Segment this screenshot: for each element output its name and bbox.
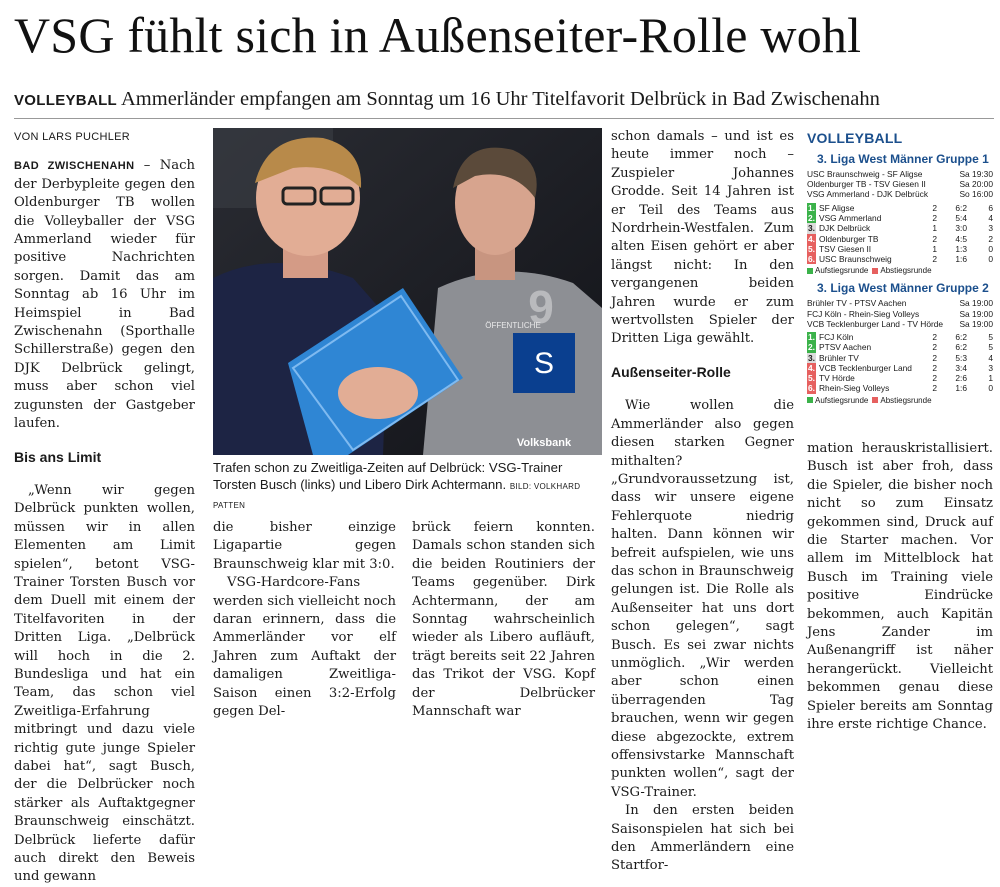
paragraph-col4: Wie wollen die Ammerländer also gegen diesen starken Gegner mithalten? „Grundvoraussetzung ist, dass wir unsere eigene Fehlerquote niedrig halten. Dann können wir befreit aufspielen, wie uns das schon in Braunschweig gelungen ist. Die Rolle als Außenseiter hat uns dort schon gelegen“, sagt Busch. Es sei zwar nichts unmöglich. „Wir werden aber schon einen überragenden Tag brauchen, wenn wir gegen diese abgezockte, extrem offensivstarke Mannschaft punkten wollen“, sagt der VSG-Trainer. <box>611 398 794 800</box>
caption-text: Trafen schon zu Zweitliga-Zeiten auf Delbrück: VSG-Trainer Torsten Busch (links) und Libero Dirk Achtermann. <box>213 460 563 492</box>
table-row: 1. SF Aligse 2 6:2 6 <box>808 202 993 213</box>
column-3 <box>412 519 595 721</box>
photo-illustration <box>213 128 602 455</box>
column-5 <box>807 440 993 735</box>
game-row: USC Braunschweig - SF Aligse Sa 19:30 <box>807 169 993 179</box>
article-photo <box>213 128 602 455</box>
photo-credit: BILD: VOLKHARD PATTEN <box>213 482 581 510</box>
subheading-limit: Bis ans Limit <box>14 448 102 465</box>
top-rule <box>14 118 994 119</box>
standings-table-2 <box>807 332 993 394</box>
game-row: Oldenburger TB - TSV Giesen II Sa 20:00 <box>807 179 993 190</box>
group-1 <box>807 152 993 276</box>
column-2 <box>213 519 396 721</box>
paragraph-col4-end: In den ersten beiden Saisonspielen hat sich bei den Ammerländern eine Startfor- <box>611 803 794 874</box>
table-row: 1. FCJ Köln 2 6:2 5 <box>808 332 993 342</box>
kicker: VOLLEYBALL <box>14 92 117 109</box>
sponsor-oeffentliche: ÖFFENTLICHE <box>485 321 541 330</box>
table-row: 3. Brühler TV 2 5:3 4 <box>808 352 993 363</box>
legend: Aufstiegsrunde Abstiegsrunde <box>807 265 993 276</box>
game-row: FCJ Köln - Rhein-Sieg Volleys Sa 19:00 <box>807 308 993 319</box>
table-row: 5. TSV Giesen II 1 1:3 0 <box>808 243 993 254</box>
table-row: 6. Rhein-Sieg Volleys 2 1:6 0 <box>808 383 993 394</box>
paragraph-col1: „Wenn wir gegen Delbrück punkten wollen, müssen wir in allen Elementen am Limit spielen“, betont VSG-Trainer Torsten Busch vor dem Duell mit einem der Titelfavoriten in der Dritten Liga. „Delbrück will hoch in die 2. Bundesliga und hat ein Team, das schon viel Zweitliga-Erfahrung mitbringt und dazu viele richtig gute junge Spieler dabei hat“, sagt Busch, der die Delbrücker noch stärker als Auftaktgegner Braunschweig einschätzt. Delbrück lieferte dafür auch direkt den Beweis und gewann <box>14 482 195 885</box>
intro-text: – Nach der Derbypleite gegen den Oldenburger TB wollen die Volleyballer der VSG Ammerland wieder für positive Nachrichten sorgen. Damit das am Sonntag ab 16 Uhr im Heimspiel in Bad Zwischenahn (Sporthalle Schillerstraße) gegen den DJK Delbrück gelingt, muss aber schon viel zugunsten der Gastgeber laufen. <box>14 158 195 432</box>
table-row: 6. USC Braunschweig 2 1:6 0 <box>808 254 993 265</box>
headline: VSG fühlt sich in Außenseiter-Rolle wohl <box>14 7 862 63</box>
intro-paragraph <box>14 157 195 433</box>
column-4 <box>611 128 794 876</box>
author: VON LARS PUCHLER <box>14 131 131 143</box>
subheading-outsider: Außenseiter-Rolle <box>611 363 731 380</box>
sponsor-volksbank: Volksbank <box>516 437 572 449</box>
paragraph-col2: VSG-Hardcore-Fans werden sich vielleicht noch daran erinnern, dass die Ammerländer vor elf Jahren zum Auftakt der damaligen Zweitliga-Saison einen 3:2-Erfolg gegen Del- <box>213 575 396 720</box>
subheadline: Ammerländer empfangen am Sonntag um 16 Uhr Titelfavorit Delbrück in Bad Zwischenahn <box>121 88 880 110</box>
standings-table-1 <box>807 203 993 265</box>
group-1-title: 3. Liga West Männer Gruppe 1 <box>817 152 989 166</box>
table-row: 3. DJK Delbrück 1 3:0 3 <box>808 223 993 234</box>
paragraph-col2-start: die bisher einzige Ligapartie gegen Braunschweig klar mit 3:0. <box>213 520 396 572</box>
game-row: Brühler TV - PTSV Aachen Sa 19:00 <box>807 298 993 309</box>
paragraph-col5: mation herauskristallisiert. Busch ist aber froh, dass die Spieler, die bisher noch nicht so zum Einsatz gekommen sind, Druck auf die Starter machen. Vor allem im Mittelblock hat Busch im Training viele positive Eindrücke bekommen, auch Kapitän Jens Zander im Außenangriff ist näher herangerückt. Vielleicht bekommen genau diese Spieler bereits am Sonntag ihre erste richtige Chance. <box>807 441 993 733</box>
legend: Aufstiegsrunde Abstiegsrunde <box>807 395 993 406</box>
svg-text:S: S <box>533 347 555 380</box>
game-row: VCB Tecklenburger Land - TV Hörde Sa 19:00 <box>807 318 993 329</box>
group-2-title: 3. Liga West Männer Gruppe 2 <box>817 281 989 296</box>
subheadline-line <box>14 86 999 114</box>
column-1 <box>14 128 195 887</box>
jersey-number: 9 <box>528 281 554 333</box>
results-sidebar <box>807 128 993 406</box>
table-row: 2. VSG Ammerland 2 5:4 4 <box>808 212 993 223</box>
photo-caption <box>213 459 602 514</box>
table-row: 5. TV Hörde 2 2:6 1 <box>808 373 993 384</box>
group-2 <box>807 281 993 405</box>
table-row: 4. VCB Tecklenburger Land 2 3:4 3 <box>808 362 993 373</box>
table-row: 2. PTSV Aachen 2 6:2 5 <box>808 342 993 353</box>
game-row: VSG Ammerland - DJK Delbrück So 16:00 <box>807 189 993 200</box>
paragraph-col3: brück feiern konnten. Damals schon standen sich die beiden Routiniers der Teams gegenüber. Dirk Achtermann, der am Sonntag wahrscheinlich wieder als Libero aufläuft, trägt bereits seit 22 Jahren das Trikot der VSG. Kopf der Delbrücker Mannschaft war <box>412 520 595 720</box>
sidebar-title: VOLLEYBALL <box>807 130 903 146</box>
table-row: 4. Oldenburger TB 2 4:5 2 <box>808 233 993 244</box>
dateline: BAD ZWISCHENAHN <box>14 160 135 173</box>
paragraph-col4-start: schon damals – und ist es heute immer noch – Zuspieler Johannes Grodde. Seit 14 Jahren ist er Teil des Teams aus Nordrhein-Westfalen. Zum alten Eisen gehört er aber längst nicht: In den vergangenen beiden Jahren wurde er zum wertvollsten Spieler der Dritten Liga gewählt. <box>611 129 794 347</box>
